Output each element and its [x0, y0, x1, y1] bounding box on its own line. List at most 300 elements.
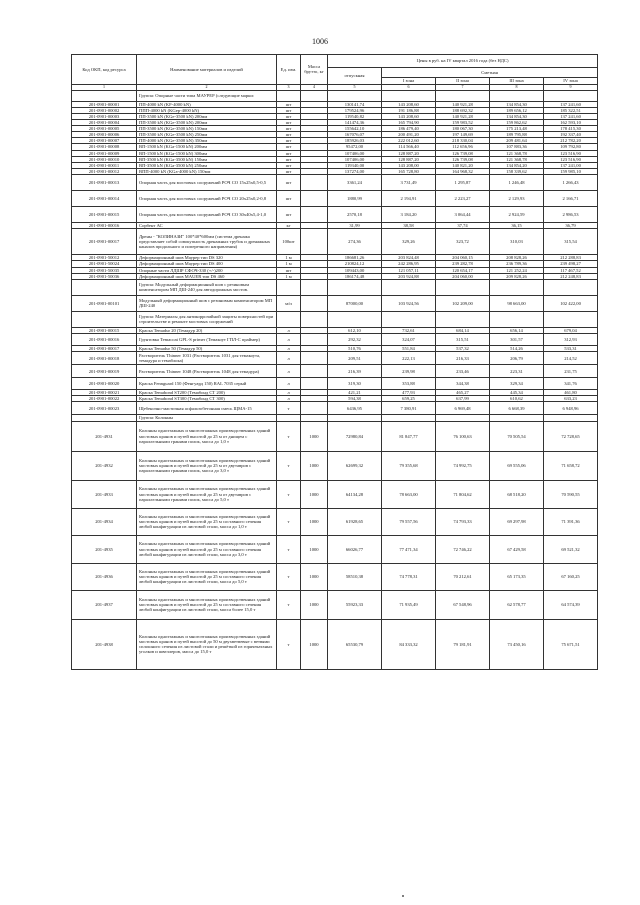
cell-release-price: 107406,00 — [328, 150, 382, 156]
cell-zone2-price: 3 064,44 — [436, 207, 490, 223]
header-release-price: отпускная — [328, 68, 382, 85]
cell-code: 201-0901-00016 — [72, 223, 137, 229]
table-row — [72, 563, 598, 590]
cell-zone2-price: 315,51 — [436, 334, 490, 346]
cell-release-price: 1880,99 — [328, 191, 382, 207]
cell-name: Растворитель Thinner 1048 (Растворитель 1048 для темадура) — [137, 365, 277, 378]
cell-code: 201-0901-00009 — [72, 150, 137, 156]
cell-zone1-price: 3 184,20 — [382, 207, 436, 223]
column-number: 3 — [277, 84, 301, 90]
group-spacer — [277, 279, 301, 295]
cell-release-price: 510,76 — [328, 346, 382, 352]
cell-zone1-price: 143 208,60 — [382, 113, 436, 119]
cell-name: Деформационный шов Маурер тип DS 400 — [137, 261, 277, 267]
cell-code: 201-0901-00016 — [72, 334, 137, 346]
cell-code: 201-4938 — [72, 619, 137, 669]
cell-zone2-price: 6 969,48 — [436, 402, 490, 415]
cell-zone2-price: 323,72 — [436, 229, 490, 255]
group-title: Группа: Опорные части типа МАУРЕР (следующие марки: — [137, 90, 277, 101]
cell-unit: 1 м — [277, 255, 301, 261]
cell-zone2-price: 126 739,08 — [436, 156, 490, 162]
cell-zone4-price: 159 985,10 — [544, 169, 598, 175]
cell-zone1-price: 191 186,88 — [382, 107, 436, 113]
cell-code: 201-0901-00005 — [72, 126, 137, 132]
cell-name: Колонны одноэтажных и многоэтажных производственных зданий мостовых кранов и путей высотой до 25 м от двутавров с параллельными гранями полок, масса до 3,0 т — [137, 451, 277, 480]
cell-name: Краска Temadur 50 (Темадур 50) — [137, 346, 277, 352]
cell-name: ППП-4000 kN (KGep-4000 kN) — [137, 107, 277, 113]
cell-name: Колонны одноэтажных и многоэтажных производственных зданий мостовых кранов и путей высотой до 25 м составного сечения любой конфигурации из листовой стали, масса до 1,0 т — [137, 508, 277, 535]
cell-name: ВП-3500 kN (KGa-3500 kN) 150мм — [137, 156, 277, 162]
table-row — [72, 508, 598, 535]
column-number: 7 — [436, 84, 490, 90]
cell-mass: 1000 — [301, 535, 328, 563]
cell-unit: шт — [277, 126, 301, 132]
cell-code: 201-4937 — [72, 590, 137, 619]
cell-mass — [301, 207, 328, 223]
cell-mass — [301, 229, 328, 255]
cell-code: 201-0901-00001 — [72, 101, 137, 107]
cell-name: ПП-4000 kN (KGe-3500 kN) 350мм — [137, 138, 277, 144]
cell-release-price: 58510,38 — [328, 563, 382, 590]
table-row — [72, 590, 598, 619]
cell-unit: т — [277, 619, 301, 669]
cell-release-price: 109443,00 — [328, 267, 382, 273]
cell-zone4-price: 123 516,90 — [544, 156, 598, 162]
cell-zone3-price: 107 883,36 — [490, 144, 544, 150]
cell-zone4-price: 633,23 — [544, 396, 598, 402]
cell-unit: шт — [277, 119, 301, 125]
cell-zone4-price: 212 782,20 — [544, 138, 598, 144]
cell-name: Опорные части ЛДШР СФОЧ-330 (+/-)200 — [137, 267, 277, 273]
cell-zone2-price: 140 821,20 — [436, 162, 490, 168]
cell-unit: л — [277, 396, 301, 402]
cell-name: Модульный деформационный шов с резиновым компенсатором МП ДШ-240 — [137, 295, 277, 311]
cell-unit: шт — [277, 175, 301, 191]
cell-zone3-price: 189 795,88 — [490, 132, 544, 138]
cell-unit: т — [277, 508, 301, 535]
cell-zone4-price: 185 322,51 — [544, 107, 598, 113]
cell-code: 201-0901-00018 — [72, 352, 137, 365]
cell-name: Опорная часть для мостовых сооружений РОЧ СО 20х25х0,2-0,8 — [137, 191, 277, 207]
cell-zone4-price: 71 658,72 — [544, 451, 598, 480]
cell-zone3-price: 189 656,12 — [490, 107, 544, 113]
cell-zone1-price: 732,61 — [382, 327, 436, 333]
cell-zone4-price: 64 574,39 — [544, 590, 598, 619]
cell-zone1-price: 203 824,48 — [382, 255, 436, 261]
cell-zone4-price: 6 948,96 — [544, 402, 598, 415]
group-spacer — [490, 311, 544, 327]
cell-zone2-price: 71 804,62 — [436, 480, 490, 508]
cell-release-price: 186174,48 — [328, 273, 382, 279]
cell-zone1-price: 2 194,91 — [382, 191, 436, 207]
cell-zone1-price: 79 557,56 — [382, 508, 436, 535]
cell-zone1-price: 77 471,34 — [382, 535, 436, 563]
table-row — [72, 229, 598, 255]
cell-zone1-price: 200 491,20 — [382, 132, 436, 138]
cell-zone3-price: 206,79 — [490, 352, 544, 365]
cell-zone2-price: 74 992,75 — [436, 451, 490, 480]
group-spacer — [301, 279, 328, 295]
cell-zone1-price: 222 012,60 — [382, 138, 436, 144]
cell-zone3-price: 208 828,26 — [490, 255, 544, 261]
cell-release-price: 66026,77 — [328, 535, 382, 563]
cell-zone2-price: 140 921,28 — [436, 113, 490, 119]
cell-mass: 1000 — [301, 590, 328, 619]
cell-unit: шт — [277, 162, 301, 168]
cell-code: 201-4934 — [72, 508, 137, 535]
cell-zone1-price: 143 208,60 — [382, 101, 436, 107]
cell-zone2-price: 164 968,32 — [436, 169, 490, 175]
cell-zone1-price: 74 778,31 — [382, 563, 436, 590]
column-number: 6 — [382, 84, 436, 90]
cell-zone2-price: 180 067,30 — [436, 126, 490, 132]
header-price-title: Цены в руб. на IV квартал 2016 года (без НДС) — [328, 55, 598, 68]
cell-zone3-price: 73 450,16 — [490, 619, 544, 669]
group-spacer — [72, 279, 137, 295]
cell-unit: кг — [277, 223, 301, 229]
cell-zone3-price: 2 129,93 — [490, 191, 544, 207]
cell-zone4-price: 75 671,51 — [544, 619, 598, 669]
cell-name: Краска Temadur 20 (Темадур 20) — [137, 327, 277, 333]
cell-zone1-price: 128 887,20 — [382, 156, 436, 162]
cell-code: 201-0901-50036 — [72, 273, 137, 279]
cell-zone3-price: 656,14 — [490, 327, 544, 333]
header-zone-1: I зона — [382, 78, 436, 85]
cell-code: 201-0901-00003 — [72, 113, 137, 119]
group-spacer — [436, 90, 490, 101]
cell-mass: 1000 — [301, 508, 328, 535]
cell-code: 201-0901-00023 — [72, 402, 137, 415]
table-row — [72, 175, 598, 191]
cell-zone2-price: 218 330,04 — [436, 138, 490, 144]
cell-unit: т — [277, 421, 301, 451]
cell-mass — [301, 295, 328, 311]
group-spacer — [382, 311, 436, 327]
cell-zone4-price: 2 166,71 — [544, 191, 598, 207]
cell-zone2-price: 188 692,32 — [436, 107, 490, 113]
cell-release-price: 31,99 — [328, 223, 382, 229]
cell-zone1-price: 353,88 — [382, 378, 436, 390]
cell-unit: шт — [277, 207, 301, 223]
cell-zone3-price: 159 862,62 — [490, 119, 544, 125]
group-spacer — [277, 90, 301, 101]
cell-code: 201-0901-00008 — [72, 144, 137, 150]
cell-zone1-price: 121 057,11 — [382, 267, 436, 273]
table-row — [72, 207, 598, 223]
cell-mass: 1000 — [301, 480, 328, 508]
cell-name: Опорная часть для мостовых сооружений РОЧ СО 15х25х0,5-0,5 — [137, 175, 277, 191]
cell-mass: 1000 — [301, 563, 328, 590]
cell-code: 201-0901-00011 — [72, 162, 137, 168]
cell-release-price: 119540,82 — [328, 113, 382, 119]
cell-release-price: 61928,65 — [328, 508, 382, 535]
cell-unit: т — [277, 480, 301, 508]
cell-zone1-price: 551,84 — [382, 346, 436, 352]
cell-release-price: 179524,96 — [328, 107, 382, 113]
cell-code: 201-0901-00006 — [72, 132, 137, 138]
cell-zone4-price: 72 728,65 — [544, 421, 598, 451]
cell-zone3-price: 236 789,36 — [490, 261, 544, 267]
cell-zone3-price: 121 252,24 — [490, 267, 544, 273]
cell-code: 201-0901-00015 — [72, 207, 137, 223]
header-zone-3: III зона — [490, 78, 544, 85]
table-row — [72, 352, 598, 365]
column-number: 8 — [490, 84, 544, 90]
cell-release-price: 64134,28 — [328, 480, 382, 508]
cell-zone3-price: 445,34 — [490, 390, 544, 396]
cell-release-price: 119340,00 — [328, 162, 382, 168]
cell-zone1-price: 239,98 — [382, 365, 436, 378]
cell-zone3-price: 121 368,78 — [490, 156, 544, 162]
cell-unit: т — [277, 535, 301, 563]
cell-release-price: 185926,03 — [328, 138, 382, 144]
column-number: 4 — [301, 84, 328, 90]
cell-name: ВПП-4000 kN (KGa-4000 kN) 150мм — [137, 169, 277, 175]
cell-mass — [301, 334, 328, 346]
cell-zone3-price: 62 578,77 — [490, 590, 544, 619]
cell-zone4-price: 70 590,55 — [544, 480, 598, 508]
cell-name: ВП-1500 kN (KGa-1500 kN) 200мм — [137, 144, 277, 150]
cell-zone2-price: 233,46 — [436, 365, 490, 378]
cell-unit: т — [277, 590, 301, 619]
cell-zone2-price: 120 654,17 — [436, 267, 490, 273]
cell-zone4-price: 192 337,40 — [544, 132, 598, 138]
cell-zone4-price: 137 241,60 — [544, 113, 598, 119]
cell-name: ПП-3500 kN (KGe-3500 kN) 250мм — [137, 132, 277, 138]
group-row — [72, 311, 598, 327]
column-number: 2 — [137, 84, 277, 90]
cell-mass: 1000 — [301, 451, 328, 480]
cell-zone4-price: 117 467,52 — [544, 267, 598, 273]
cell-unit: л — [277, 346, 301, 352]
cell-unit: л — [277, 365, 301, 378]
cell-code: 201-0901-00017 — [72, 346, 137, 352]
cell-zone4-price: 239 498,27 — [544, 261, 598, 267]
cell-unit: 1 м — [277, 261, 301, 267]
header-mass: Масса брутто, кг — [301, 55, 328, 85]
cell-zone4-price: 69 521,32 — [544, 535, 598, 563]
cell-unit: м/п — [277, 295, 301, 311]
cell-release-price: 3361,24 — [328, 175, 382, 191]
cell-zone3-price: 70 505,54 — [490, 421, 544, 451]
cell-name: ПП-3500 kN (KGe-3500 kN) 200мм — [137, 113, 277, 119]
cell-name: Дрены - "КОЛИНАЗИ" 100*40*600мм (система дренажа представляет собой совокупность дренажных трубок и дренажных каналов продольного и поперечного направления) — [137, 229, 277, 255]
group-spacer — [544, 279, 598, 295]
cell-release-price: 65530,79 — [328, 619, 382, 669]
cell-zone4-price: 533,31 — [544, 346, 598, 352]
cell-code: 201-4933 — [72, 480, 137, 508]
cell-unit: 100шт — [277, 229, 301, 255]
cell-mass — [301, 175, 328, 191]
cell-release-price: 216,39 — [328, 365, 382, 378]
cell-zone1-price: 114 566,40 — [382, 144, 436, 150]
cell-zone1-price: 329,26 — [382, 229, 436, 255]
cell-unit: 1 м — [277, 273, 301, 279]
cell-code: 201-0901-00021 — [72, 390, 137, 396]
table-row — [72, 334, 598, 346]
cell-zone3-price: 209 828,26 — [490, 273, 544, 279]
cell-release-price: 612,10 — [328, 327, 382, 333]
cell-zone4-price: 137 241,60 — [544, 101, 598, 107]
group-spacer — [72, 311, 137, 327]
cell-release-price: 87000,00 — [328, 295, 382, 311]
group-spacer — [544, 311, 598, 327]
cell-release-price: 155642,10 — [328, 126, 382, 132]
cell-zone1-price: 103 924,56 — [382, 295, 436, 311]
column-number: 1 — [72, 84, 137, 90]
price-table — [71, 54, 598, 670]
cell-zone4-price: 341,76 — [544, 378, 598, 390]
cell-zone1-price: 128 887,20 — [382, 150, 436, 156]
cell-release-price: 421,21 — [328, 390, 382, 396]
header-code: Код ОКП, код ресурса — [72, 55, 137, 85]
group-row — [72, 90, 598, 101]
cell-zone3-price: 134 854,30 — [490, 113, 544, 119]
cell-unit: т — [277, 402, 301, 415]
cell-code: 201-4932 — [72, 451, 137, 480]
cell-release-price: 2570,18 — [328, 207, 382, 223]
cell-code: 201-4936 — [72, 563, 137, 590]
cell-zone3-price: 158 339,62 — [490, 169, 544, 175]
cell-name: ВП-3500 kN (KGa-3500 kN) 250мм — [137, 162, 277, 168]
cell-code: 201-0901-00019 — [72, 365, 137, 378]
cell-code: 201-0901-00101 — [72, 295, 137, 311]
cell-zone3-price: 69 297,98 — [490, 508, 544, 535]
cell-zone4-price: 178 415,30 — [544, 126, 598, 132]
cell-code: 201-0901-00020 — [72, 378, 137, 390]
cell-zone4-price: 102 422,00 — [544, 295, 598, 311]
cell-zone4-price: 162 593,10 — [544, 119, 598, 125]
cell-zone3-price: 175 213,48 — [490, 126, 544, 132]
scan-speck — [402, 895, 404, 897]
column-number: 5 — [328, 84, 382, 90]
cell-zone2-price: 197 149,69 — [436, 132, 490, 138]
cell-zone2-price: 74 793,33 — [436, 508, 490, 535]
cell-zone1-price: 659,25 — [382, 396, 436, 402]
cell-code: 201-0901-50024 — [72, 261, 137, 267]
cell-release-price: 130141,74 — [328, 101, 382, 107]
cell-zone2-price: 204 060,00 — [436, 273, 490, 279]
group-spacer — [490, 90, 544, 101]
cell-zone2-price: 684,14 — [436, 327, 490, 333]
cell-zone1-price: 84 333,32 — [382, 619, 436, 669]
cell-release-price: 209,51 — [328, 352, 382, 365]
cell-release-price: 292,32 — [328, 334, 382, 346]
cell-unit: т — [277, 451, 301, 480]
cell-zone1-price: 165 728,80 — [382, 169, 436, 175]
cell-mass — [301, 378, 328, 390]
cell-release-price: 137274,00 — [328, 169, 382, 175]
cell-unit: шт — [277, 138, 301, 144]
cell-zone3-price: 1 246,48 — [490, 175, 544, 191]
cell-name: Щебеночно-мастичная асфальтобетонная смесь ЩМА-15 — [137, 402, 277, 415]
cell-name: ВП-1500 kN (KGa-1500 kN) 300мм — [137, 150, 277, 156]
table-row — [72, 191, 598, 207]
cell-zone1-price: 186 479,40 — [382, 126, 436, 132]
cell-zone2-price: 112 656,96 — [436, 144, 490, 150]
cell-release-price: 72980,84 — [328, 421, 382, 451]
table-row — [72, 378, 598, 390]
cell-zone2-price: 2 223,27 — [436, 191, 490, 207]
cell-unit: шт — [277, 113, 301, 119]
cell-zone2-price: 102 209,00 — [436, 295, 490, 311]
cell-release-price: 186681,26 — [328, 255, 382, 261]
group-spacer — [382, 90, 436, 101]
cell-zone1-price: 242 286,95 — [382, 261, 436, 267]
cell-zone1-price: 71 935,49 — [382, 590, 436, 619]
cell-zone4-price: 2 986,53 — [544, 207, 598, 223]
table-row — [72, 619, 598, 669]
cell-zone4-price: 109 792,80 — [544, 144, 598, 150]
cell-release-price: 319,30 — [328, 378, 382, 390]
header-zone-2: II зона — [436, 78, 490, 85]
cell-zone1-price: 477,93 — [382, 390, 436, 396]
group-spacer — [72, 90, 137, 101]
cell-unit: шт — [277, 101, 301, 107]
cell-zone1-price: 38,58 — [382, 223, 436, 229]
cell-zone3-price: 69 555,06 — [490, 451, 544, 480]
cell-unit: л — [277, 334, 301, 346]
cell-zone3-price: 36,15 — [490, 223, 544, 229]
cell-name: Опорная часть для мостовых сооружений РОЧ СО 30х40х5,4-1,0 — [137, 207, 277, 223]
group-spacer — [436, 311, 490, 327]
cell-code: 201-4935 — [72, 535, 137, 563]
header-unit: Ед. изм. — [277, 55, 301, 85]
cell-mass — [301, 365, 328, 378]
cell-release-price: 6436,95 — [328, 402, 382, 415]
header-zone-4: IV зона — [544, 78, 598, 85]
cell-zone3-price: 301,57 — [490, 334, 544, 346]
cell-release-price: 594,38 — [328, 396, 382, 402]
cell-unit: шт — [277, 150, 301, 156]
table-row — [72, 295, 598, 311]
cell-zone4-price: 212 288,83 — [544, 255, 598, 261]
cell-zone2-price: 216,33 — [436, 352, 490, 365]
cell-zone3-price: 329,34 — [490, 378, 544, 390]
cell-mass — [301, 402, 328, 415]
cell-release-price: 95472,00 — [328, 144, 382, 150]
cell-name: Краска Fennguard 150 (Фенгуард 150) RAL 7035 серый — [137, 378, 277, 390]
cell-name: Колонны одноэтажных и многоэтажных производственных зданий мостовых кранов и путей высотой до 50 м двухветвевые с ветвями сплошного сечения из листовой стали и решёткой из горячекатаных уголков и швеллеров, масса до 15,0 т — [137, 619, 277, 669]
cell-zone3-price: 223,31 — [490, 365, 544, 378]
cell-name: ПП-3500 kN (KGe-3500 kN) 200мм — [137, 119, 277, 125]
cell-zone4-price: 315,54 — [544, 229, 598, 255]
cell-code: 201-0901-00002 — [72, 107, 137, 113]
cell-code: 201-0901-50035 — [72, 267, 137, 273]
price-rows — [72, 90, 598, 669]
cell-unit: шт — [277, 144, 301, 150]
cell-zone2-price: 76 100,63 — [436, 421, 490, 451]
cell-zone4-price: 36,79 — [544, 223, 598, 229]
cell-zone4-price: 67 160,25 — [544, 563, 598, 590]
cell-zone4-price: 1 266,43 — [544, 175, 598, 191]
cell-zone3-price: 6 668,39 — [490, 402, 544, 415]
cell-release-price: 167076,07 — [328, 132, 382, 138]
cell-zone3-price: 134 854,30 — [490, 101, 544, 107]
cell-zone1-price: 143 208,00 — [382, 162, 436, 168]
table-row — [72, 451, 598, 480]
cell-zone1-price: 81 847,77 — [382, 421, 436, 451]
group-spacer — [382, 279, 436, 295]
cell-code: 201-0901-00013 — [72, 175, 137, 191]
cell-zone3-price: 514,26 — [490, 346, 544, 352]
cell-mass — [301, 352, 328, 365]
cell-name: Колонны одноэтажных и многоэтажных производственных зданий мостовых кранов и путей высотой до 25 м от днищем с параллельными гранями полок, масса до 1,0 т — [137, 421, 277, 451]
table-row — [72, 480, 598, 508]
cell-name: Грунтовка Temacoat GPL-S primer (Темакоут ГПЛ-С праймер) — [137, 334, 277, 346]
cell-release-price: 210824,12 — [328, 261, 382, 267]
cell-zone1-price: 3 731,49 — [382, 175, 436, 191]
